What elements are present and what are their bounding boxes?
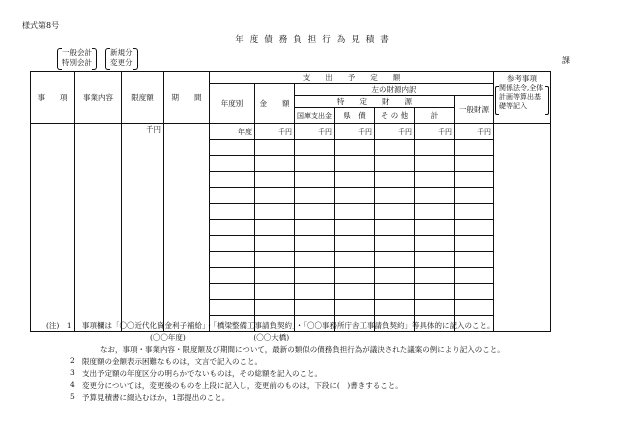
request-type-group (110, 48, 133, 68)
note-5-text: 予算見積書に綴込むほか，1部提出のこと。 (82, 393, 230, 402)
request-type-change: 変更分 (110, 58, 133, 67)
header-prefectural-bond: 県 債 (335, 108, 375, 124)
right-bracket (545, 86, 549, 115)
unit-label: 千円 (295, 124, 335, 140)
header-other: そ の 他 (375, 108, 415, 124)
account-type-general: 一般会計 (62, 48, 92, 57)
note-4-text: 変更分については，変更後のものを上段に記入し，変更前のものは，下段に( )書きすること。 (82, 381, 403, 390)
form-number-label: 様式第8号 (22, 21, 60, 30)
left-bracket (105, 48, 110, 70)
header-total: 計 (415, 108, 455, 124)
note-1-number: (注) 1 (46, 321, 72, 330)
left-bracket (57, 48, 62, 70)
note-1-examples: (〇〇年度) (〇〇大橋) (150, 333, 290, 342)
department-suffix: 課 (562, 56, 570, 65)
cell-limit (122, 124, 164, 332)
estimate-table (30, 71, 551, 332)
reference-note (494, 84, 550, 111)
reference-note-text: 関係法令,全体計画等算出基礎等記入 (499, 84, 544, 110)
unit-label: 年度 (210, 124, 255, 140)
account-type-group (62, 48, 92, 68)
unit-label: 千円 (255, 124, 295, 140)
document-title: 年度債務負担行為見積書 (235, 35, 395, 45)
note-2-number: 2 (70, 356, 75, 365)
note-4-number: 4 (70, 380, 75, 389)
right-bracket (92, 48, 97, 70)
unit-label: 千円 (146, 125, 161, 134)
header-specific-funding: 特 定 財 源 (295, 96, 455, 108)
header-period: 期 間 (164, 72, 210, 124)
unit-label: 千円 (455, 124, 494, 140)
unit-label: 千円 (415, 124, 455, 140)
header-by-year: 年度別 (210, 84, 255, 124)
note-3-number: 3 (70, 368, 75, 377)
cell-item (31, 124, 75, 332)
header-national-treasury: 国庫支出金 (295, 108, 335, 124)
header-amount: 金 額 (255, 84, 295, 124)
cell-period (164, 124, 210, 332)
unit-label: 千円 (375, 124, 415, 140)
header-reference (494, 72, 551, 124)
account-type-special: 特別会計 (62, 58, 92, 67)
right-bracket (133, 48, 138, 70)
cell-reference (494, 124, 551, 332)
header-funding-breakdown: 左の財源内訳 (295, 84, 494, 96)
header-item: 事 項 (31, 72, 75, 124)
note-1-supplement: なお，事項・事業内容・限度額及び期間について，最新の類似の債務負担行為が議決された議案の例により記入のこと。 (100, 345, 505, 354)
note-2-text: 限度額の金額表示困難なものは，文言で記入のこと。 (82, 357, 262, 366)
note-3-text: 支出予定額の年度区分の明らかでないものは，その総額を記入のこと。 (82, 369, 322, 378)
note-1-text: 事項欄は「〇〇近代化資金利子補給」・「橋梁整備工事請負契約」・「〇〇事務所庁舎工事請負契約」等具体的に記入のこと。 (82, 321, 495, 330)
note-5-number: 5 (70, 392, 75, 401)
header-limit: 限度額 (122, 72, 164, 124)
header-content: 事業内容 (75, 72, 122, 124)
left-bracket (495, 86, 499, 115)
reference-title: 参考事項 (507, 74, 537, 83)
cell-content (75, 124, 122, 332)
request-type-new: 新規分 (110, 48, 133, 57)
header-planned-expenditure: 支 出 予 定 額 (210, 72, 494, 84)
header-general-funding: 一般財源 (455, 96, 494, 124)
unit-label: 千円 (335, 124, 375, 140)
